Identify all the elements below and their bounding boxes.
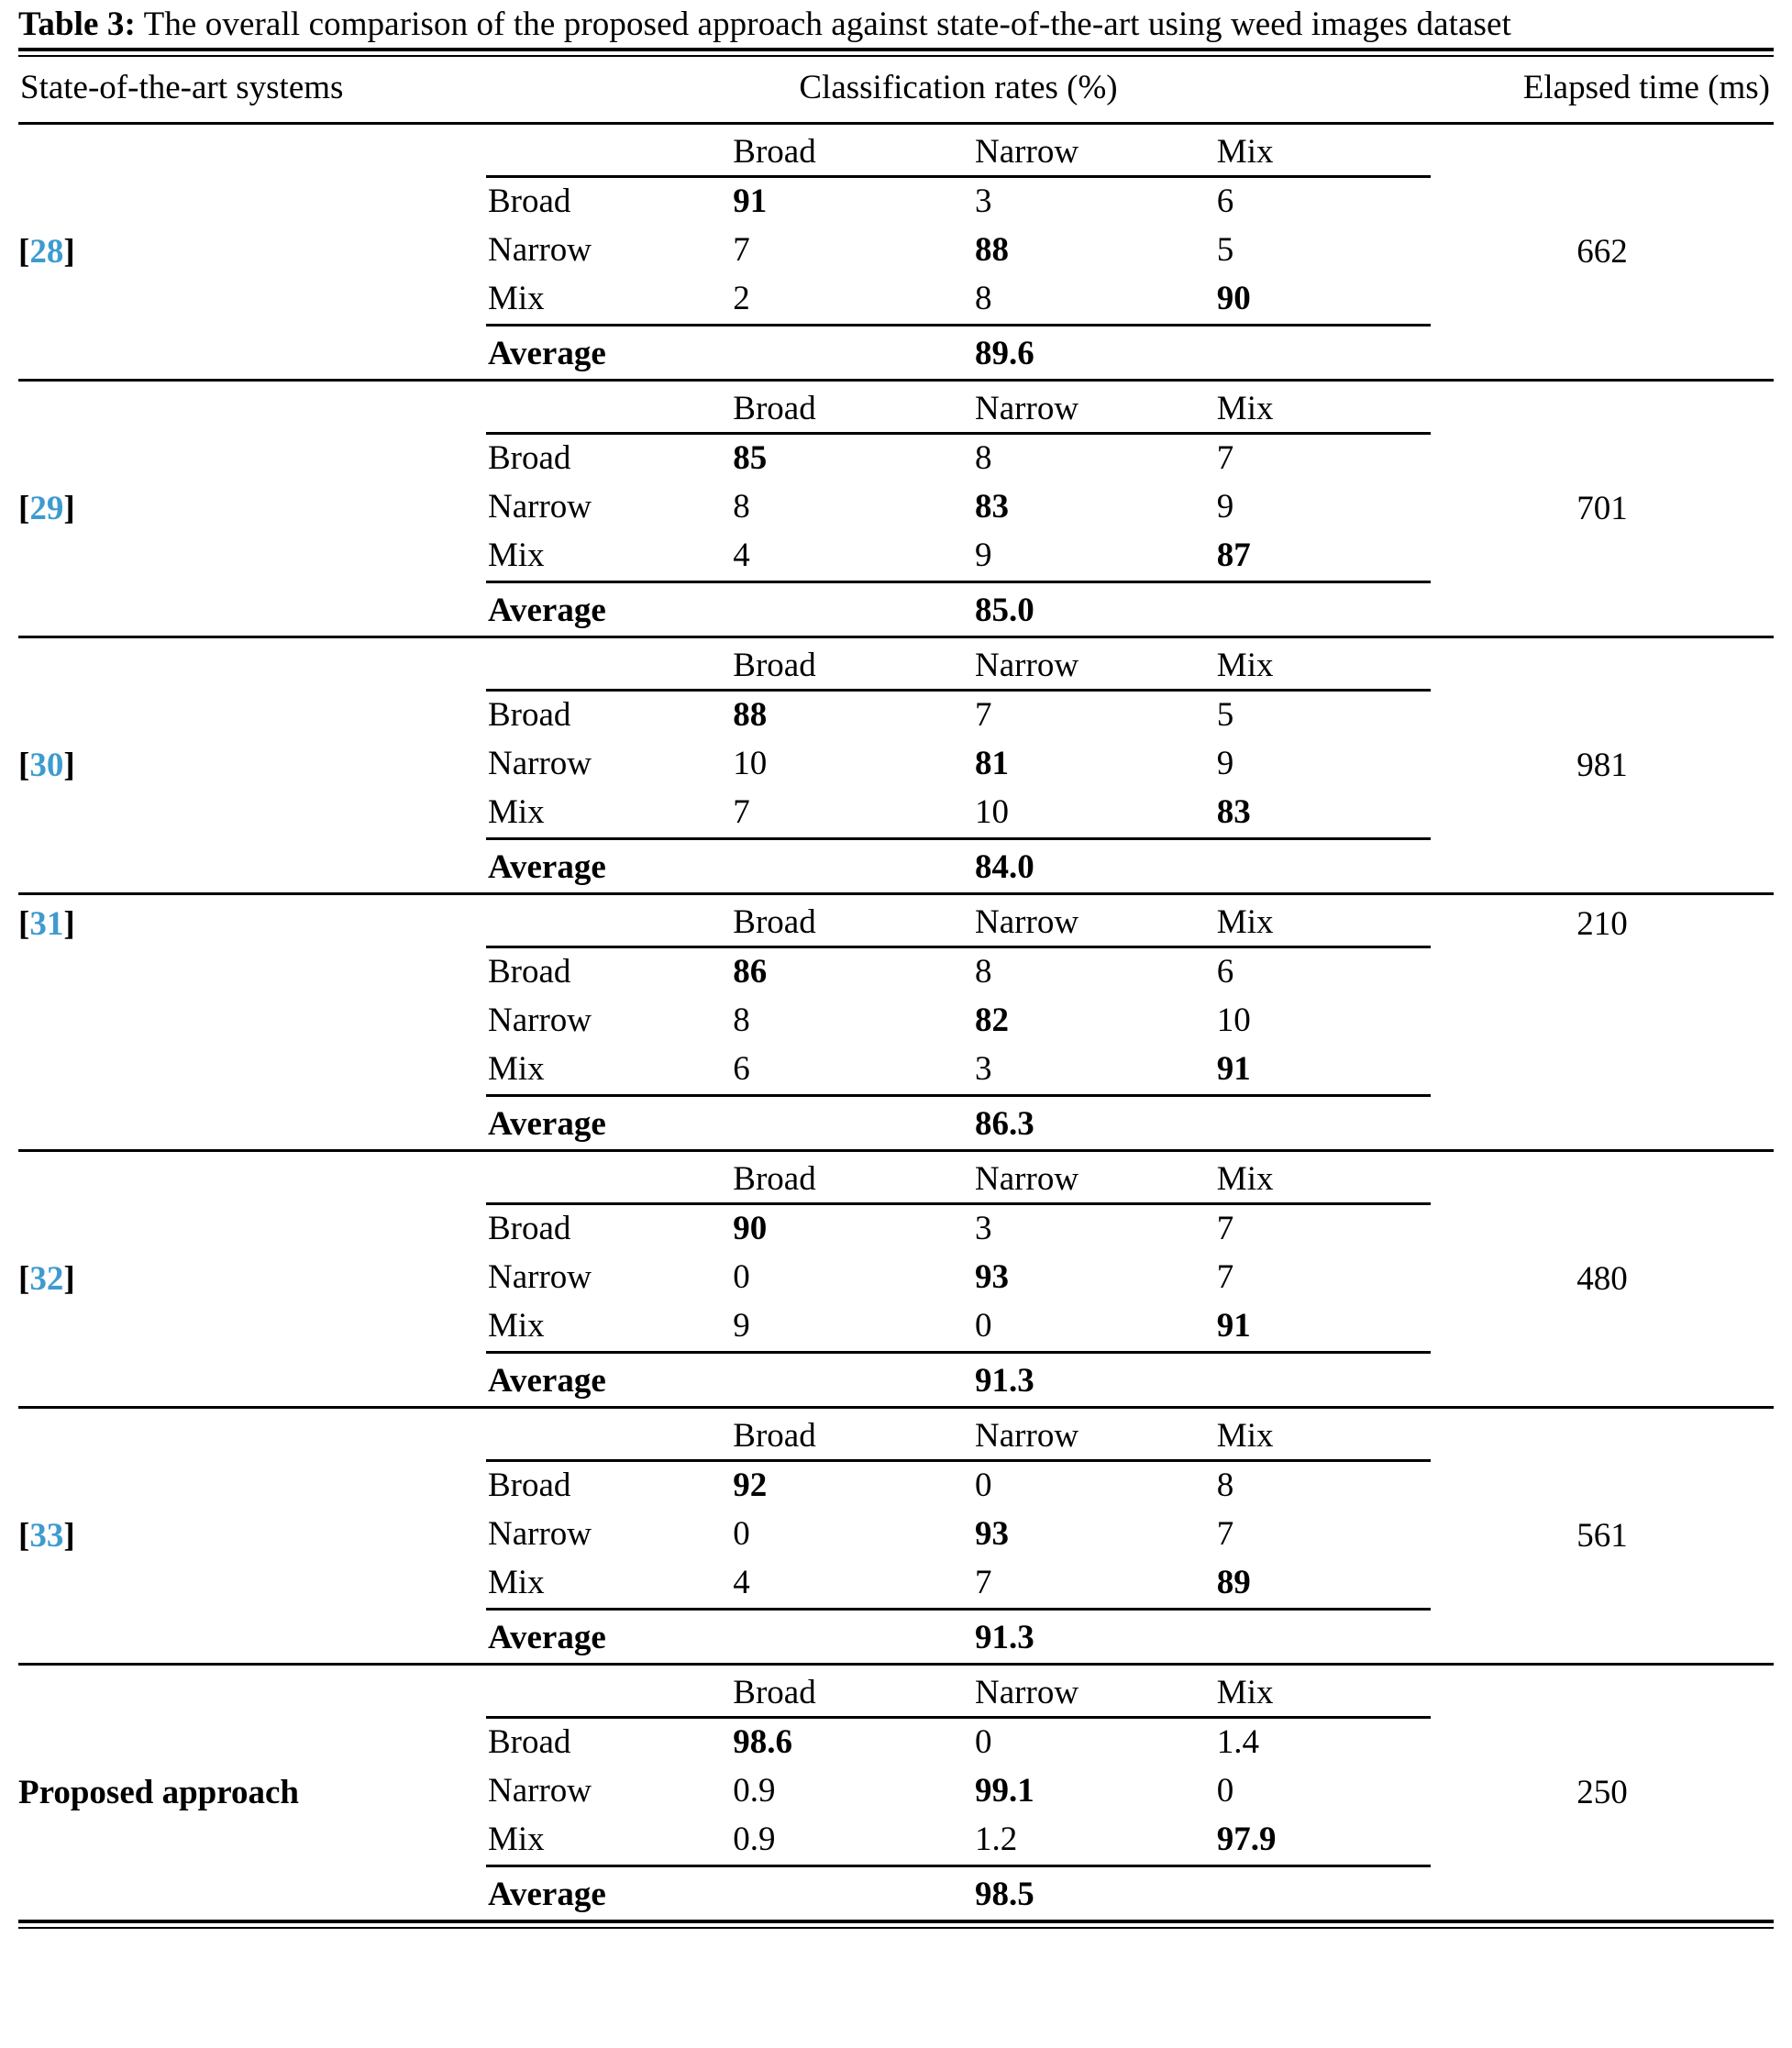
matrix-cell-narrow-mix: 7	[1216, 1515, 1234, 1553]
matrix-col-header-broad: Broad	[725, 1152, 968, 1204]
confusion-matrix-cell	[486, 1665, 1431, 1921]
matrix-row-label-mix: Mix	[486, 275, 725, 326]
matrix-row-label-narrow: Narrow	[488, 1515, 592, 1553]
average-blank-right	[1210, 582, 1431, 637]
matrix-cell-broad-narrow: 0	[975, 1467, 992, 1504]
matrix-row-label-mix: Mix	[486, 1046, 725, 1096]
matrix-row-narrow	[486, 1254, 1431, 1302]
citation-bracket-open: [	[18, 1260, 30, 1298]
matrix-average-row	[486, 1610, 1431, 1664]
matrix-cell-broad-mix: 8	[1216, 1467, 1234, 1504]
matrix-col-header-narrow: Narrow	[968, 125, 1210, 177]
matrix-cell-mix-broad: 7	[725, 789, 968, 839]
matrix-row-label-mix: Mix	[486, 1816, 725, 1866]
average-value: 86.3	[975, 1105, 1034, 1143]
matrix-row-mix	[486, 275, 1431, 326]
system-label-cell	[18, 1665, 486, 1921]
matrix-header-row	[486, 125, 1431, 177]
citation-bracket-open: [	[18, 490, 30, 527]
matrix-row-label-broad: Broad	[488, 696, 571, 734]
matrix-cell-narrow-mix: 7	[1216, 1258, 1234, 1296]
citation-bracket-close: ]	[63, 233, 75, 271]
matrix-cell-broad-mix: 1.4	[1216, 1723, 1260, 1761]
matrix-row-label-broad: Broad	[488, 439, 571, 477]
confusion-matrix	[486, 125, 1431, 379]
table-row	[18, 1151, 1774, 1408]
average-blank-left	[725, 326, 968, 380]
average-blank-right	[1210, 1353, 1431, 1407]
matrix-row-label-mix: Mix	[486, 789, 725, 839]
citation-bracket-close: ]	[63, 1260, 75, 1298]
matrix-cell-narrow-broad: 8	[733, 1002, 750, 1039]
matrix-col-header-mix: Mix	[1210, 382, 1431, 434]
matrix-cell-narrow-mix: 10	[1216, 1002, 1251, 1039]
table-row	[18, 1665, 1774, 1921]
matrix-cell-mix-broad: 2	[725, 275, 968, 326]
average-value: 89.6	[975, 335, 1034, 372]
elapsed-time-value: 210	[1431, 894, 1774, 1151]
elapsed-time-value: 480	[1431, 1151, 1774, 1408]
matrix-col-header-mix: Mix	[1210, 1666, 1431, 1718]
matrix-col-header-broad: Broad	[725, 125, 968, 177]
table-row	[18, 381, 1774, 637]
matrix-cell-narrow-mix: 9	[1216, 488, 1234, 526]
matrix-cell-narrow-broad: 0	[733, 1515, 750, 1553]
citation-bracket-open: [	[18, 905, 30, 943]
citation-bracket-open: [	[18, 1517, 30, 1555]
citation-bracket-close: ]	[63, 747, 75, 784]
matrix-row-narrow	[486, 997, 1431, 1046]
average-blank-right	[1210, 1866, 1431, 1921]
matrix-row-mix	[486, 1816, 1431, 1866]
matrix-cell-broad-broad: 92	[733, 1467, 768, 1504]
matrix-cell-narrow-broad: 8	[733, 488, 750, 526]
table-row	[18, 894, 1774, 1151]
header-elapsed-time: Elapsed time (ms)	[1522, 69, 1770, 106]
average-value: 91.3	[975, 1619, 1034, 1656]
matrix-cell-broad-narrow: 8	[975, 953, 992, 991]
matrix-row-label-narrow: Narrow	[488, 488, 592, 526]
citation-link[interactable]: 33	[29, 1517, 64, 1555]
system-label-cell	[18, 1408, 486, 1665]
matrix-cell-narrow-narrow: 83	[975, 488, 1010, 526]
matrix-row-narrow	[486, 1511, 1431, 1559]
average-value: 85.0	[975, 592, 1034, 629]
citation-link[interactable]: 31	[29, 905, 64, 943]
matrix-row-label-narrow: Narrow	[488, 1772, 592, 1810]
confusion-matrix	[486, 1152, 1431, 1406]
matrix-col-header-narrow: Narrow	[968, 638, 1210, 691]
average-blank-right	[1210, 839, 1431, 893]
average-blank-left	[725, 1866, 968, 1921]
matrix-row-broad	[486, 1204, 1431, 1255]
matrix-row-label-mix: Mix	[486, 1559, 725, 1610]
confusion-matrix-cell	[486, 637, 1431, 894]
average-label: Average	[488, 848, 606, 886]
average-label: Average	[488, 1876, 606, 1913]
matrix-cell-narrow-broad: 10	[733, 745, 768, 782]
header-classification-rates: Classification rates (%)	[799, 69, 1118, 106]
matrix-cell-broad-mix: 5	[1216, 696, 1234, 734]
elapsed-time-value: 701	[1431, 381, 1774, 637]
average-blank-left	[725, 1353, 968, 1407]
matrix-cell-mix-mix: 87	[1210, 532, 1431, 582]
matrix-row-broad	[486, 1461, 1431, 1511]
matrix-cell-mix-broad: 6	[725, 1046, 968, 1096]
matrix-row-narrow	[486, 740, 1431, 789]
system-name: Proposed approach	[18, 1774, 299, 1811]
matrix-row-label-broad: Broad	[488, 1467, 571, 1504]
confusion-matrix-cell	[486, 381, 1431, 637]
matrix-col-header-mix: Mix	[1210, 125, 1431, 177]
matrix-cell-mix-broad: 4	[725, 1559, 968, 1610]
matrix-header-row	[486, 1666, 1431, 1718]
confusion-matrix-cell	[486, 1151, 1431, 1408]
matrix-cell-broad-narrow: 0	[975, 1723, 992, 1761]
matrix-corner-blank	[486, 1666, 725, 1718]
matrix-row-label-broad: Broad	[488, 1723, 571, 1761]
matrix-cell-narrow-broad: 0	[733, 1258, 750, 1296]
matrix-col-header-broad: Broad	[725, 895, 968, 947]
matrix-cell-mix-mix: 97.9	[1210, 1816, 1431, 1866]
confusion-matrix-cell	[486, 125, 1431, 381]
matrix-average-row	[486, 839, 1431, 893]
matrix-cell-broad-narrow: 3	[975, 1210, 992, 1247]
matrix-cell-mix-narrow: 10	[968, 789, 1210, 839]
matrix-corner-blank	[486, 1152, 725, 1204]
citation-bracket-open: [	[18, 747, 30, 784]
header-systems: State-of-the-art systems	[20, 69, 344, 106]
matrix-row-label-narrow: Narrow	[488, 745, 592, 782]
table-header-grid	[18, 57, 1774, 122]
matrix-row-label-narrow: Narrow	[488, 231, 592, 269]
average-value: 91.3	[975, 1362, 1034, 1400]
system-label-cell	[18, 1151, 486, 1408]
matrix-col-header-broad: Broad	[725, 1409, 968, 1461]
matrix-cell-mix-broad: 4	[725, 532, 968, 582]
matrix-cell-mix-mix: 91	[1210, 1302, 1431, 1353]
table-top-rule	[18, 48, 1774, 57]
matrix-row-mix	[486, 532, 1431, 582]
matrix-cell-mix-narrow: 8	[968, 275, 1210, 326]
matrix-average-row	[486, 1096, 1431, 1150]
matrix-col-header-broad: Broad	[725, 638, 968, 691]
matrix-corner-blank	[486, 1409, 725, 1461]
caption-label: Table 3:	[18, 6, 136, 43]
citation-bracket-close: ]	[63, 1517, 75, 1555]
matrix-cell-narrow-narrow: 99.1	[975, 1772, 1034, 1810]
matrix-cell-narrow-narrow: 82	[975, 1002, 1010, 1039]
matrix-cell-broad-mix: 6	[1216, 953, 1234, 991]
matrix-cell-mix-narrow: 3	[968, 1046, 1210, 1096]
system-label-cell	[18, 381, 486, 637]
average-blank-right	[1210, 1096, 1431, 1150]
matrix-col-header-narrow: Narrow	[968, 1409, 1210, 1461]
matrix-cell-broad-broad: 88	[733, 696, 768, 734]
matrix-cell-narrow-broad: 0.9	[733, 1772, 776, 1810]
matrix-col-header-narrow: Narrow	[968, 895, 1210, 947]
matrix-cell-narrow-narrow: 81	[975, 745, 1010, 782]
citation-link[interactable]: 32	[29, 1260, 64, 1298]
citation-link[interactable]: 30	[29, 747, 64, 784]
matrix-col-header-narrow: Narrow	[968, 1152, 1210, 1204]
matrix-cell-broad-broad: 86	[733, 953, 768, 991]
matrix-header-row	[486, 1152, 1431, 1204]
matrix-col-header-mix: Mix	[1210, 1152, 1431, 1204]
citation-bracket-close: ]	[63, 490, 75, 527]
confusion-matrix-cell	[486, 894, 1431, 1151]
matrix-cell-mix-mix: 89	[1210, 1559, 1431, 1610]
matrix-cell-broad-broad: 91	[733, 183, 768, 220]
average-label: Average	[488, 592, 606, 629]
matrix-col-header-broad: Broad	[725, 1666, 968, 1718]
matrix-row-broad	[486, 691, 1431, 741]
matrix-cell-narrow-narrow: 93	[975, 1515, 1010, 1553]
matrix-corner-blank	[486, 638, 725, 691]
matrix-cell-narrow-mix: 5	[1216, 231, 1234, 269]
matrix-cell-narrow-narrow: 88	[975, 231, 1010, 269]
average-blank-left	[725, 1096, 968, 1150]
matrix-col-header-narrow: Narrow	[968, 1666, 1210, 1718]
matrix-cell-mix-mix: 90	[1210, 275, 1431, 326]
matrix-col-header-mix: Mix	[1210, 895, 1431, 947]
matrix-cell-broad-broad: 90	[733, 1210, 768, 1247]
matrix-cell-mix-mix: 83	[1210, 789, 1431, 839]
matrix-row-mix	[486, 789, 1431, 839]
matrix-cell-mix-narrow: 7	[968, 1559, 1210, 1610]
matrix-cell-narrow-mix: 0	[1216, 1772, 1234, 1810]
citation-bracket-open: [	[18, 233, 30, 271]
citation-bracket-close: ]	[63, 905, 75, 943]
matrix-cell-broad-mix: 7	[1216, 1210, 1234, 1247]
elapsed-time-value: 981	[1431, 637, 1774, 894]
matrix-row-label-narrow: Narrow	[488, 1002, 592, 1039]
matrix-cell-broad-narrow: 7	[975, 696, 992, 734]
matrix-average-row	[486, 1866, 1431, 1921]
system-label-cell	[18, 637, 486, 894]
average-value: 84.0	[975, 848, 1034, 886]
matrix-row-broad	[486, 1718, 1431, 1768]
matrix-cell-mix-broad: 0.9	[725, 1816, 968, 1866]
matrix-header-row	[486, 638, 1431, 691]
matrix-row-mix	[486, 1046, 1431, 1096]
system-label-cell	[18, 125, 486, 381]
matrix-row-narrow	[486, 1767, 1431, 1816]
confusion-matrix	[486, 895, 1431, 1149]
confusion-matrix	[486, 638, 1431, 892]
table-caption	[18, 0, 1774, 48]
matrix-corner-blank	[486, 895, 725, 947]
matrix-header-row	[486, 1409, 1431, 1461]
table-bottom-rule	[18, 1920, 1774, 1929]
matrix-row-label-mix: Mix	[486, 532, 725, 582]
system-label-cell	[18, 894, 486, 1151]
confusion-matrix	[486, 1409, 1431, 1663]
average-blank-left	[725, 839, 968, 893]
confusion-matrix	[486, 382, 1431, 636]
matrix-cell-broad-narrow: 8	[975, 439, 992, 477]
matrix-row-label-mix: Mix	[486, 1302, 725, 1353]
matrix-row-broad	[486, 177, 1431, 227]
matrix-row-narrow	[486, 227, 1431, 275]
matrix-cell-narrow-mix: 9	[1216, 745, 1234, 782]
matrix-cell-mix-narrow: 0	[968, 1302, 1210, 1353]
average-label: Average	[488, 335, 606, 372]
average-blank-left	[725, 582, 968, 637]
average-value: 98.5	[975, 1876, 1034, 1913]
average-blank-left	[725, 1610, 968, 1664]
confusion-matrix-cell	[486, 1408, 1431, 1665]
average-label: Average	[488, 1362, 606, 1400]
matrix-header-row	[486, 382, 1431, 434]
average-label: Average	[488, 1619, 606, 1656]
table-row	[18, 125, 1774, 381]
table-body-grid	[18, 125, 1774, 1920]
average-blank-right	[1210, 326, 1431, 380]
table-header-row	[18, 57, 1774, 122]
matrix-corner-blank	[486, 125, 725, 177]
matrix-row-narrow	[486, 483, 1431, 532]
matrix-average-row	[486, 326, 1431, 380]
elapsed-time-value: 662	[1576, 233, 1628, 271]
matrix-row-broad	[486, 434, 1431, 484]
table-row	[18, 637, 1774, 894]
matrix-col-header-broad: Broad	[725, 382, 968, 434]
citation-link[interactable]: 28	[29, 233, 64, 271]
matrix-average-row	[486, 582, 1431, 637]
matrix-cell-mix-broad: 9	[725, 1302, 968, 1353]
matrix-cell-broad-narrow: 3	[975, 183, 992, 220]
matrix-row-broad	[486, 947, 1431, 998]
elapsed-time-value: 250	[1431, 1665, 1774, 1921]
matrix-row-label-narrow: Narrow	[488, 1258, 592, 1296]
matrix-row-mix	[486, 1559, 1431, 1610]
matrix-row-mix	[486, 1302, 1431, 1353]
table-row	[18, 1408, 1774, 1665]
elapsed-time-value: 561	[1431, 1408, 1774, 1665]
matrix-cell-mix-narrow: 1.2	[968, 1816, 1210, 1866]
caption-text: The overall comparison of the proposed approach against state-of-the-art using weed images dataset	[135, 6, 1511, 43]
matrix-corner-blank	[486, 382, 725, 434]
matrix-cell-broad-mix: 7	[1216, 439, 1234, 477]
matrix-cell-mix-narrow: 9	[968, 532, 1210, 582]
matrix-cell-broad-mix: 6	[1216, 183, 1234, 220]
matrix-cell-mix-mix: 91	[1210, 1046, 1431, 1096]
matrix-row-label-broad: Broad	[488, 1210, 571, 1247]
matrix-row-label-broad: Broad	[488, 183, 571, 220]
matrix-col-header-mix: Mix	[1210, 1409, 1431, 1461]
matrix-cell-narrow-broad: 7	[733, 231, 750, 269]
average-label: Average	[488, 1105, 606, 1143]
matrix-row-label-broad: Broad	[488, 953, 571, 991]
matrix-col-header-narrow: Narrow	[968, 382, 1210, 434]
matrix-col-header-mix: Mix	[1210, 638, 1431, 691]
citation-link[interactable]: 29	[29, 490, 64, 527]
matrix-cell-broad-broad: 98.6	[733, 1723, 793, 1761]
matrix-average-row	[486, 1353, 1431, 1407]
matrix-header-row	[486, 895, 1431, 947]
confusion-matrix	[486, 1666, 1431, 1920]
matrix-cell-broad-broad: 85	[733, 439, 768, 477]
average-blank-right	[1210, 1610, 1431, 1664]
matrix-cell-narrow-narrow: 93	[975, 1258, 1010, 1296]
